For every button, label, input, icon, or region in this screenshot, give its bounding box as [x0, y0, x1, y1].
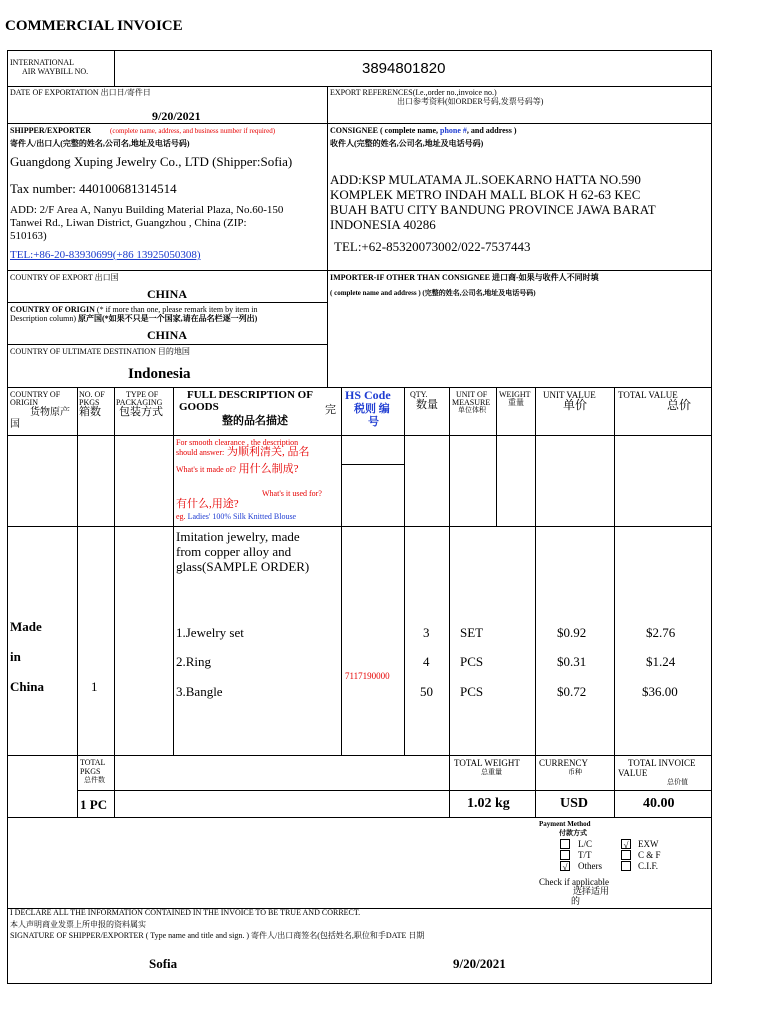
goods-description-1: Imitation jewelry, made: [176, 529, 300, 544]
col-uom-label: UNIT OF: [456, 390, 488, 399]
col-qty-label: QTY.: [410, 390, 428, 399]
hint-line-5: 有什么,用途?: [176, 498, 239, 510]
importer-label: IMPORTER-IF OTHER THAN CONSIGNEE 进口商-如果与收件人不同时填: [330, 273, 599, 282]
cf-label: C & F: [638, 850, 661, 860]
cif-checkbox[interactable]: [621, 861, 631, 871]
col-packaging-label-2: PACKAGING: [116, 398, 163, 407]
shipper-label: SHIPPER/EXPORTER: [10, 126, 92, 135]
total-weight-label: TOTAL WEIGHT: [454, 758, 520, 768]
hint-line-6b: Ladies' 100% Silk Knitted Blouse: [185, 512, 297, 521]
total-pkgs-label-2: PKGS: [80, 767, 101, 776]
country-destination-label: COUNTRY OF ULTIMATE DESTINATION 目的地国: [10, 347, 190, 356]
hint-line-6: [176, 512, 296, 521]
item-unit-value: $0.31: [557, 654, 587, 669]
item-name: 2.Ring: [176, 654, 212, 669]
consignee-label: CONSIGNEE: [330, 126, 379, 135]
shipper-tax: Tax number: 440100681314514: [10, 181, 177, 196]
shipper-label-note: (complete name, address, and business number if required): [110, 127, 276, 135]
cf-checkbox[interactable]: [621, 850, 631, 860]
exw-checkbox[interactable]: √: [621, 839, 631, 849]
col-total-value-label: TOTAL VALUE: [618, 390, 678, 400]
country-export: CHINA: [147, 287, 188, 301]
col-origin-label-2: ORIGIN: [10, 398, 38, 407]
awb-label-2: AIR WAYBILL NO.: [22, 67, 89, 76]
payment-method-label-cn: 付款方式: [559, 829, 587, 837]
col-uom-label-cn: 单位体积: [458, 406, 486, 414]
col-packaging-label: TYPE OF: [126, 390, 159, 399]
col-qty-label-cn: 数量: [416, 399, 438, 411]
col-unit-value-label-cn: 单价: [563, 398, 588, 412]
item-qty: 4: [423, 654, 430, 669]
hint-line-3a: What's it made of?: [176, 465, 236, 474]
col-weight-label-cn: 重量: [508, 398, 524, 407]
country-export-label: COUNTRY OF EXPORT 出口国: [10, 273, 119, 282]
hint-line-1: For smooth clearance , the description: [176, 438, 299, 447]
consignee-address-4: INDONESIA 40286: [330, 217, 436, 232]
col-pkgs-label-2: PKGS: [79, 398, 100, 407]
col-origin-label: COUNTRY OF: [10, 390, 61, 399]
consignee-phone: TEL:+62-85320073002/022-7537443: [334, 239, 531, 254]
col-pkgs-label: NO. OF: [79, 390, 105, 399]
export-refs-label-cn: 出口参考资料(如ORDER号码,发票号码等): [397, 97, 544, 106]
goods-description-2: from copper alloy and: [176, 544, 292, 559]
awb-label: INTERNATIONAL: [10, 58, 74, 67]
total-invoice-label-cn: 总价值: [667, 778, 688, 786]
shipper-phone-link[interactable]: TEL:+86-20-83930699(+86 13925050308): [10, 249, 201, 261]
goods-hs-code: 7117190000: [345, 671, 390, 681]
hint-line-2a: should answer:: [176, 448, 225, 457]
signature-label: SIGNATURE OF SHIPPER/EXPORTER: [10, 931, 144, 940]
signature-name: Sofia: [149, 956, 178, 971]
col-hs-code-label: HS Code: [345, 388, 391, 402]
col-uom-label-2: MEASURE: [452, 398, 491, 407]
shipper-address-1: ADD: 2/F Area A, Nanyu Building Material Plaza, No.60-150: [10, 204, 284, 216]
item-uom: PCS: [460, 684, 484, 699]
awb-number: 3894801820: [362, 60, 446, 77]
export-refs-label: EXPORT REFERENCES(I.e.,order no.,invoice no.): [330, 88, 497, 97]
export-date-label: DATE OF EXPORTATION 出口日/寄件日: [10, 88, 151, 97]
col-description-label-cn: 完: [325, 404, 336, 416]
check-if-applicable-cn: 选择适用: [573, 886, 610, 896]
declaration-line-1: I DECLARE ALL THE INFORMATION CONTAINED IN THE INVOICE TO BE TRUE AND CORRECT.: [10, 908, 361, 917]
col-description-label: FULL DESCRIPTION OF: [187, 389, 313, 401]
hint-line-3: [176, 465, 299, 474]
country-origin-label-row: [10, 305, 258, 314]
total-invoice-label: TOTAL INVOICE: [628, 758, 696, 768]
col-pkgs-label-cn: 箱数: [79, 406, 101, 418]
shipper-address-2: Tanwei Rd., Liwan District, Guangzhou , China (ZIP:: [10, 217, 247, 229]
date-label-cn: 日期: [406, 931, 425, 940]
shipper-name: Guangdong Xuping Jewelry Co., LTD (Shipper:Sofia): [10, 154, 293, 169]
hint-line-4: What's it used for?: [262, 489, 322, 498]
currency: USD: [560, 796, 589, 811]
date-label: DATE: [385, 931, 407, 940]
country-origin-note-row: [10, 314, 257, 323]
country-origin-label: COUNTRY OF ORIGIN: [10, 305, 95, 314]
total-weight-label-cn: 总重量: [481, 768, 502, 776]
export-date: 9/20/2021: [152, 109, 201, 123]
country-origin-note-2: Description column): [10, 314, 76, 323]
cif-label: C.I.F.: [638, 861, 659, 871]
item-unit-value: $0.72: [557, 684, 587, 699]
total-pkgs-label-cn: 总件数: [84, 776, 105, 784]
signature-date: 9/20/2021: [453, 956, 506, 971]
document-title: COMMERCIAL INVOICE: [5, 18, 183, 34]
item-total-value: $2.76: [646, 625, 676, 640]
total-invoice-value: 40.00: [643, 796, 675, 811]
importer-label-2: ( complete name and address ) (完整的姓名,公司名,地址及电话号码): [330, 289, 536, 297]
item-total-value: $36.00: [642, 684, 678, 699]
country-origin: CHINA: [147, 328, 188, 342]
item-qty: 3: [423, 625, 430, 640]
col-origin-label-cn-2: 国: [10, 419, 20, 430]
col-hs-code-label-3: 号: [368, 416, 379, 428]
consignee-address-3: BUAH BATU CITY BANDUNG PROVINCE JAWA BARAT: [330, 202, 656, 217]
item-unit-value: $0.92: [557, 625, 587, 640]
others-label: Others: [578, 861, 602, 871]
col-description-label-2: GOODS: [179, 401, 219, 413]
col-unit-value-label: UNIT VALUE: [543, 390, 596, 400]
consignee-address-1: ADD:KSP MULATAMA JL.SOEKARNO HATTA NO.590: [330, 172, 641, 187]
consignee-label-cn: 收件人(完整的姓名,公司名,地址及电话号码): [330, 139, 484, 148]
shipper-label-cn: 寄件人/出口人(完整的姓名,公司名,地址及电话号码): [10, 139, 190, 148]
exw-label: EXW: [638, 839, 659, 849]
consignee-address-2: KOMPLEK METRO INDAH MALL BLOK H 62-63 KEC: [330, 187, 641, 202]
country-destination: Indonesia: [128, 366, 191, 382]
col-hs-code-label-2: 税则 编: [354, 403, 390, 415]
country-origin-note-1: (* if more than one, please remark item by item in: [96, 305, 258, 314]
tt-checkbox[interactable]: [560, 850, 570, 860]
lc-label: L/C: [578, 839, 593, 849]
payment-method-label: Payment Method: [539, 820, 591, 828]
consignee-note-phone: phone #: [440, 126, 467, 135]
currency-label-cn: 币种: [568, 768, 582, 776]
check-if-applicable-label: Check if applicable: [539, 877, 609, 887]
col-weight-label: WEIGHT: [499, 390, 531, 399]
consignee-note-2: , and address ): [466, 126, 517, 135]
item-name: 3.Bangle: [176, 684, 223, 699]
col-description-label-cn-2: 整的品名描述: [222, 415, 288, 427]
total-pkgs: 1 PC: [80, 797, 108, 812]
col-total-value-label-cn: 总价: [667, 398, 692, 412]
declaration-line-2: 本人声明商业发票上所申报的资料属实: [10, 920, 146, 929]
consignee-note-1: ( complete name,: [380, 126, 438, 135]
declaration-line-3: [10, 931, 424, 940]
goods-description-3: glass(SAMPLE ORDER): [176, 559, 310, 574]
tt-label: T/T: [578, 850, 592, 860]
lc-checkbox[interactable]: [560, 839, 570, 849]
currency-label: CURRENCY: [539, 758, 589, 768]
goods-origin-line-3: China: [10, 679, 44, 694]
total-pkgs-label: TOTAL: [80, 758, 106, 767]
total-weight: 1.02 kg: [467, 796, 510, 811]
item-uom: SET: [460, 625, 484, 640]
total-invoice-label-2: VALUE: [618, 768, 648, 778]
hint-line-2b: 为顺利清关, 品名: [224, 446, 310, 458]
others-checkbox[interactable]: √: [560, 861, 570, 871]
col-packaging-label-cn: 包装方式: [119, 406, 163, 418]
goods-pkgs: 1: [91, 679, 98, 694]
item-total-value: $1.24: [646, 654, 676, 669]
hint-line-3b: 用什么制成?: [235, 463, 299, 475]
item-name: 1.Jewelry set: [176, 625, 244, 640]
item-qty: 50: [420, 684, 433, 699]
signature-note: ( Type name and title and sign. ) 寄件人/出口商签名(包括姓名,职位和手: [143, 931, 386, 940]
check-if-applicable-cn-2: 的: [571, 896, 581, 906]
consignee-label-row: [330, 126, 517, 135]
item-uom: PCS: [460, 654, 484, 669]
hint-line-2: [176, 448, 309, 457]
goods-origin-line-1: Made: [10, 619, 42, 634]
country-origin-note-cn: 原产国(*如果不只是一个国家,请在品名栏逐一列出): [77, 314, 258, 323]
goods-origin-line-2: in: [10, 649, 21, 664]
hint-line-6a: eg.: [176, 512, 186, 521]
col-origin-label-cn: 货物原产: [30, 407, 70, 418]
shipper-address-3: 510163): [10, 230, 47, 242]
